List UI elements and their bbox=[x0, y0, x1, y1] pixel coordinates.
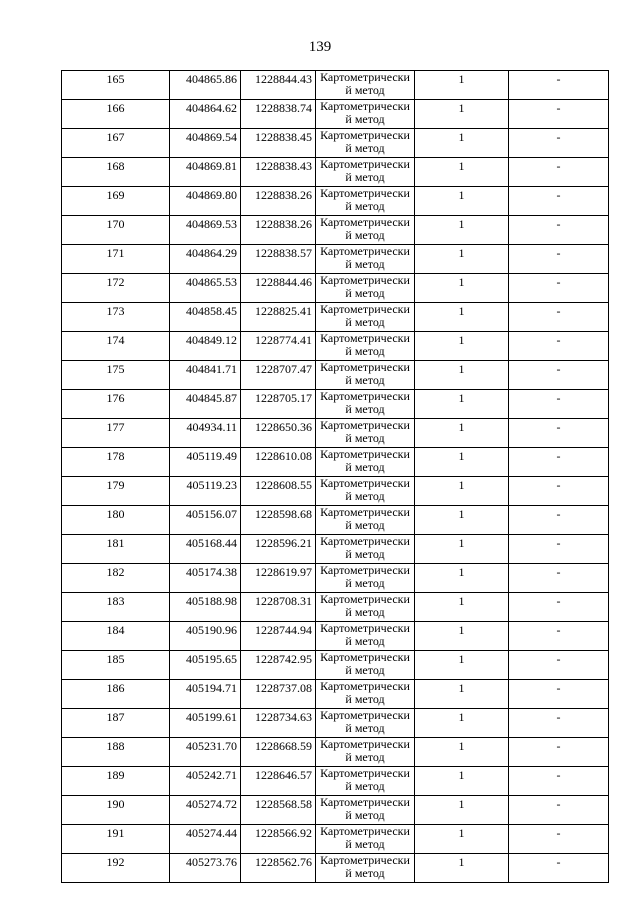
method-line-1: Картометрически bbox=[320, 592, 410, 606]
x-coordinate-cell: 404864.62 bbox=[170, 100, 241, 129]
description-cell: - bbox=[509, 738, 609, 767]
y-coordinate-cell: 1228734.63 bbox=[241, 709, 316, 738]
description-cell: - bbox=[509, 854, 609, 883]
table-row bbox=[62, 332, 609, 361]
method-line-2: й метод bbox=[345, 373, 385, 387]
method-cell bbox=[316, 158, 415, 187]
method-line-1: Картометрически bbox=[320, 331, 410, 345]
method-line-1: Картометрически bbox=[320, 389, 410, 403]
y-coordinate-cell: 1228844.46 bbox=[241, 274, 316, 303]
table-row bbox=[62, 71, 609, 100]
method-cell bbox=[316, 216, 415, 245]
method-line-1: Картометрически bbox=[320, 679, 410, 693]
table-row bbox=[62, 622, 609, 651]
method-line-2: й метод bbox=[345, 547, 385, 561]
y-coordinate-cell: 1228742.95 bbox=[241, 651, 316, 680]
method-line-2: й метод bbox=[345, 808, 385, 822]
method-line-1: Картометрически bbox=[320, 505, 410, 519]
method-line-2: й метод bbox=[345, 257, 385, 271]
point-number-cell: 180 bbox=[62, 506, 170, 535]
point-number-cell: 165 bbox=[62, 71, 170, 100]
description-cell: - bbox=[509, 767, 609, 796]
method-cell bbox=[316, 390, 415, 419]
method-line-2: й метод bbox=[345, 228, 385, 242]
method-line-1: Картометрически bbox=[320, 766, 410, 780]
y-coordinate-cell: 1228737.08 bbox=[241, 680, 316, 709]
description-cell: - bbox=[509, 71, 609, 100]
description-cell: - bbox=[509, 593, 609, 622]
method-line-2: й метод bbox=[345, 344, 385, 358]
method-line-2: й метод bbox=[345, 489, 385, 503]
table-row bbox=[62, 854, 609, 883]
method-cell bbox=[316, 361, 415, 390]
accuracy-cell: 1 bbox=[415, 245, 509, 274]
point-number-cell: 192 bbox=[62, 854, 170, 883]
table-row bbox=[62, 216, 609, 245]
y-coordinate-cell: 1228562.76 bbox=[241, 854, 316, 883]
method-line-2: й метод bbox=[345, 576, 385, 590]
x-coordinate-cell: 404869.81 bbox=[170, 158, 241, 187]
x-coordinate-cell: 404845.87 bbox=[170, 390, 241, 419]
method-line-2: й метод bbox=[345, 866, 385, 880]
method-line-1: Картометрически bbox=[320, 157, 410, 171]
method-line-2: й метод bbox=[345, 750, 385, 764]
description-cell: - bbox=[509, 680, 609, 709]
method-cell bbox=[316, 651, 415, 680]
table-row bbox=[62, 506, 609, 535]
method-line-2: й метод bbox=[345, 315, 385, 329]
accuracy-cell: 1 bbox=[415, 825, 509, 854]
accuracy-cell: 1 bbox=[415, 100, 509, 129]
method-line-2: й метод bbox=[345, 83, 385, 97]
accuracy-cell: 1 bbox=[415, 535, 509, 564]
description-cell: - bbox=[509, 477, 609, 506]
method-line-1: Картометрически bbox=[320, 302, 410, 316]
x-coordinate-cell: 404869.54 bbox=[170, 129, 241, 158]
description-cell: - bbox=[509, 564, 609, 593]
description-cell: - bbox=[509, 390, 609, 419]
method-line-1: Картометрически bbox=[320, 650, 410, 664]
method-cell bbox=[316, 593, 415, 622]
x-coordinate-cell: 404858.45 bbox=[170, 303, 241, 332]
method-cell bbox=[316, 535, 415, 564]
accuracy-cell: 1 bbox=[415, 622, 509, 651]
table-row bbox=[62, 245, 609, 274]
y-coordinate-cell: 1228610.08 bbox=[241, 448, 316, 477]
x-coordinate-cell: 404869.80 bbox=[170, 187, 241, 216]
accuracy-cell: 1 bbox=[415, 709, 509, 738]
x-coordinate-cell: 404865.86 bbox=[170, 71, 241, 100]
table-row bbox=[62, 535, 609, 564]
method-line-1: Картометрически bbox=[320, 621, 410, 635]
x-coordinate-cell: 405174.38 bbox=[170, 564, 241, 593]
method-line-1: Картометрически bbox=[320, 737, 410, 751]
method-cell bbox=[316, 448, 415, 477]
description-cell: - bbox=[509, 100, 609, 129]
x-coordinate-cell: 404864.29 bbox=[170, 245, 241, 274]
description-cell: - bbox=[509, 274, 609, 303]
accuracy-cell: 1 bbox=[415, 303, 509, 332]
accuracy-cell: 1 bbox=[415, 854, 509, 883]
method-line-2: й метод bbox=[345, 721, 385, 735]
table-row bbox=[62, 796, 609, 825]
y-coordinate-cell: 1228707.47 bbox=[241, 361, 316, 390]
table-row bbox=[62, 477, 609, 506]
method-cell bbox=[316, 796, 415, 825]
x-coordinate-cell: 404934.11 bbox=[170, 419, 241, 448]
accuracy-cell: 1 bbox=[415, 390, 509, 419]
accuracy-cell: 1 bbox=[415, 767, 509, 796]
point-number-cell: 189 bbox=[62, 767, 170, 796]
table-row bbox=[62, 303, 609, 332]
y-coordinate-cell: 1228619.97 bbox=[241, 564, 316, 593]
y-coordinate-cell: 1228838.26 bbox=[241, 216, 316, 245]
y-coordinate-cell: 1228708.31 bbox=[241, 593, 316, 622]
method-cell bbox=[316, 738, 415, 767]
point-number-cell: 167 bbox=[62, 129, 170, 158]
y-coordinate-cell: 1228838.74 bbox=[241, 100, 316, 129]
method-line-2: й метод bbox=[345, 692, 385, 706]
method-line-2: й метод bbox=[345, 402, 385, 416]
method-line-1: Картометрически bbox=[320, 70, 410, 84]
point-number-cell: 169 bbox=[62, 187, 170, 216]
table-row bbox=[62, 738, 609, 767]
method-line-2: й метод bbox=[345, 460, 385, 474]
y-coordinate-cell: 1228646.57 bbox=[241, 767, 316, 796]
method-line-2: й метод bbox=[345, 431, 385, 445]
method-line-1: Картометрически bbox=[320, 418, 410, 432]
point-number-cell: 191 bbox=[62, 825, 170, 854]
accuracy-cell: 1 bbox=[415, 129, 509, 158]
method-cell bbox=[316, 680, 415, 709]
page-number: 139 bbox=[308, 39, 332, 55]
method-line-2: й метод bbox=[345, 663, 385, 677]
table-row bbox=[62, 419, 609, 448]
table-row bbox=[62, 709, 609, 738]
description-cell: - bbox=[509, 129, 609, 158]
method-cell bbox=[316, 100, 415, 129]
point-number-cell: 181 bbox=[62, 535, 170, 564]
description-cell: - bbox=[509, 332, 609, 361]
accuracy-cell: 1 bbox=[415, 738, 509, 767]
method-line-2: й метод bbox=[345, 199, 385, 213]
accuracy-cell: 1 bbox=[415, 71, 509, 100]
method-line-1: Картометрически bbox=[320, 447, 410, 461]
description-cell: - bbox=[509, 796, 609, 825]
x-coordinate-cell: 405168.44 bbox=[170, 535, 241, 564]
point-number-cell: 171 bbox=[62, 245, 170, 274]
point-number-cell: 190 bbox=[62, 796, 170, 825]
method-line-1: Картометрически bbox=[320, 476, 410, 490]
x-coordinate-cell: 405188.98 bbox=[170, 593, 241, 622]
y-coordinate-cell: 1228568.58 bbox=[241, 796, 316, 825]
point-number-cell: 184 bbox=[62, 622, 170, 651]
description-cell: - bbox=[509, 709, 609, 738]
method-cell bbox=[316, 622, 415, 651]
table-row bbox=[62, 825, 609, 854]
accuracy-cell: 1 bbox=[415, 564, 509, 593]
accuracy-cell: 1 bbox=[415, 216, 509, 245]
y-coordinate-cell: 1228838.26 bbox=[241, 187, 316, 216]
table-row bbox=[62, 390, 609, 419]
method-cell bbox=[316, 274, 415, 303]
description-cell: - bbox=[509, 506, 609, 535]
method-line-2: й метод bbox=[345, 141, 385, 155]
accuracy-cell: 1 bbox=[415, 274, 509, 303]
method-cell bbox=[316, 825, 415, 854]
description-cell: - bbox=[509, 622, 609, 651]
method-cell bbox=[316, 419, 415, 448]
table-row bbox=[62, 158, 609, 187]
method-cell bbox=[316, 303, 415, 332]
accuracy-cell: 1 bbox=[415, 448, 509, 477]
point-number-cell: 179 bbox=[62, 477, 170, 506]
accuracy-cell: 1 bbox=[415, 332, 509, 361]
method-line-2: й метод bbox=[345, 170, 385, 184]
method-line-2: й метод bbox=[345, 779, 385, 793]
method-line-1: Картометрически bbox=[320, 534, 410, 548]
description-cell: - bbox=[509, 216, 609, 245]
table-row bbox=[62, 593, 609, 622]
method-cell bbox=[316, 709, 415, 738]
y-coordinate-cell: 1228705.17 bbox=[241, 390, 316, 419]
x-coordinate-cell: 405190.96 bbox=[170, 622, 241, 651]
x-coordinate-cell: 405273.76 bbox=[170, 854, 241, 883]
point-number-cell: 186 bbox=[62, 680, 170, 709]
x-coordinate-cell: 405231.70 bbox=[170, 738, 241, 767]
x-coordinate-cell: 404865.53 bbox=[170, 274, 241, 303]
y-coordinate-cell: 1228608.55 bbox=[241, 477, 316, 506]
x-coordinate-cell: 405274.44 bbox=[170, 825, 241, 854]
description-cell: - bbox=[509, 448, 609, 477]
accuracy-cell: 1 bbox=[415, 187, 509, 216]
y-coordinate-cell: 1228566.92 bbox=[241, 825, 316, 854]
accuracy-cell: 1 bbox=[415, 361, 509, 390]
method-cell bbox=[316, 767, 415, 796]
table-row bbox=[62, 129, 609, 158]
method-cell bbox=[316, 854, 415, 883]
table-body bbox=[62, 71, 609, 883]
y-coordinate-cell: 1228774.41 bbox=[241, 332, 316, 361]
point-number-cell: 173 bbox=[62, 303, 170, 332]
point-number-cell: 177 bbox=[62, 419, 170, 448]
y-coordinate-cell: 1228596.21 bbox=[241, 535, 316, 564]
method-cell bbox=[316, 506, 415, 535]
description-cell: - bbox=[509, 419, 609, 448]
description-cell: - bbox=[509, 303, 609, 332]
x-coordinate-cell: 405119.49 bbox=[170, 448, 241, 477]
method-cell bbox=[316, 245, 415, 274]
method-line-1: Картометрически bbox=[320, 563, 410, 577]
y-coordinate-cell: 1228838.45 bbox=[241, 129, 316, 158]
point-number-cell: 170 bbox=[62, 216, 170, 245]
description-cell: - bbox=[509, 651, 609, 680]
accuracy-cell: 1 bbox=[415, 796, 509, 825]
description-cell: - bbox=[509, 187, 609, 216]
point-number-cell: 178 bbox=[62, 448, 170, 477]
table-row bbox=[62, 651, 609, 680]
point-number-cell: 188 bbox=[62, 738, 170, 767]
point-number-cell: 168 bbox=[62, 158, 170, 187]
y-coordinate-cell: 1228838.57 bbox=[241, 245, 316, 274]
method-line-1: Картометрически bbox=[320, 360, 410, 374]
method-line-2: й метод bbox=[345, 837, 385, 851]
coordinates-table bbox=[61, 70, 609, 883]
method-line-1: Картометрически bbox=[320, 824, 410, 838]
table-row bbox=[62, 448, 609, 477]
y-coordinate-cell: 1228838.43 bbox=[241, 158, 316, 187]
method-cell bbox=[316, 129, 415, 158]
description-cell: - bbox=[509, 361, 609, 390]
method-cell bbox=[316, 71, 415, 100]
method-line-1: Картометрически bbox=[320, 186, 410, 200]
description-cell: - bbox=[509, 245, 609, 274]
description-cell: - bbox=[509, 825, 609, 854]
method-cell bbox=[316, 477, 415, 506]
method-line-2: й метод bbox=[345, 605, 385, 619]
x-coordinate-cell: 405156.07 bbox=[170, 506, 241, 535]
accuracy-cell: 1 bbox=[415, 680, 509, 709]
y-coordinate-cell: 1228744.94 bbox=[241, 622, 316, 651]
y-coordinate-cell: 1228598.68 bbox=[241, 506, 316, 535]
y-coordinate-cell: 1228844.43 bbox=[241, 71, 316, 100]
accuracy-cell: 1 bbox=[415, 506, 509, 535]
method-line-2: й метод bbox=[345, 518, 385, 532]
table-row bbox=[62, 767, 609, 796]
accuracy-cell: 1 bbox=[415, 477, 509, 506]
table-row bbox=[62, 564, 609, 593]
method-line-1: Картометрически bbox=[320, 244, 410, 258]
point-number-cell: 183 bbox=[62, 593, 170, 622]
x-coordinate-cell: 405195.65 bbox=[170, 651, 241, 680]
point-number-cell: 174 bbox=[62, 332, 170, 361]
table-row bbox=[62, 274, 609, 303]
point-number-cell: 187 bbox=[62, 709, 170, 738]
description-cell: - bbox=[509, 158, 609, 187]
method-line-1: Картометрически bbox=[320, 708, 410, 722]
method-line-2: й метод bbox=[345, 112, 385, 126]
point-number-cell: 166 bbox=[62, 100, 170, 129]
method-line-1: Картометрически bbox=[320, 99, 410, 113]
method-line-1: Картометрически bbox=[320, 128, 410, 142]
y-coordinate-cell: 1228825.41 bbox=[241, 303, 316, 332]
method-cell bbox=[316, 332, 415, 361]
point-number-cell: 182 bbox=[62, 564, 170, 593]
accuracy-cell: 1 bbox=[415, 419, 509, 448]
method-line-1: Картометрически bbox=[320, 215, 410, 229]
x-coordinate-cell: 405274.72 bbox=[170, 796, 241, 825]
x-coordinate-cell: 405242.71 bbox=[170, 767, 241, 796]
point-number-cell: 176 bbox=[62, 390, 170, 419]
accuracy-cell: 1 bbox=[415, 651, 509, 680]
y-coordinate-cell: 1228650.36 bbox=[241, 419, 316, 448]
method-cell bbox=[316, 187, 415, 216]
method-line-2: й метод bbox=[345, 286, 385, 300]
method-line-1: Картометрически bbox=[320, 273, 410, 287]
x-coordinate-cell: 405199.61 bbox=[170, 709, 241, 738]
table-row bbox=[62, 680, 609, 709]
method-cell bbox=[316, 564, 415, 593]
accuracy-cell: 1 bbox=[415, 158, 509, 187]
description-cell: - bbox=[509, 535, 609, 564]
method-line-1: Картометрически bbox=[320, 853, 410, 867]
method-line-1: Картометрически bbox=[320, 795, 410, 809]
point-number-cell: 175 bbox=[62, 361, 170, 390]
x-coordinate-cell: 404849.12 bbox=[170, 332, 241, 361]
point-number-cell: 172 bbox=[62, 274, 170, 303]
accuracy-cell: 1 bbox=[415, 593, 509, 622]
x-coordinate-cell: 405119.23 bbox=[170, 477, 241, 506]
y-coordinate-cell: 1228668.59 bbox=[241, 738, 316, 767]
method-line-2: й метод bbox=[345, 634, 385, 648]
x-coordinate-cell: 404841.71 bbox=[170, 361, 241, 390]
table-row bbox=[62, 100, 609, 129]
point-number-cell: 185 bbox=[62, 651, 170, 680]
x-coordinate-cell: 405194.71 bbox=[170, 680, 241, 709]
x-coordinate-cell: 404869.53 bbox=[170, 216, 241, 245]
table-row bbox=[62, 361, 609, 390]
table-row bbox=[62, 187, 609, 216]
